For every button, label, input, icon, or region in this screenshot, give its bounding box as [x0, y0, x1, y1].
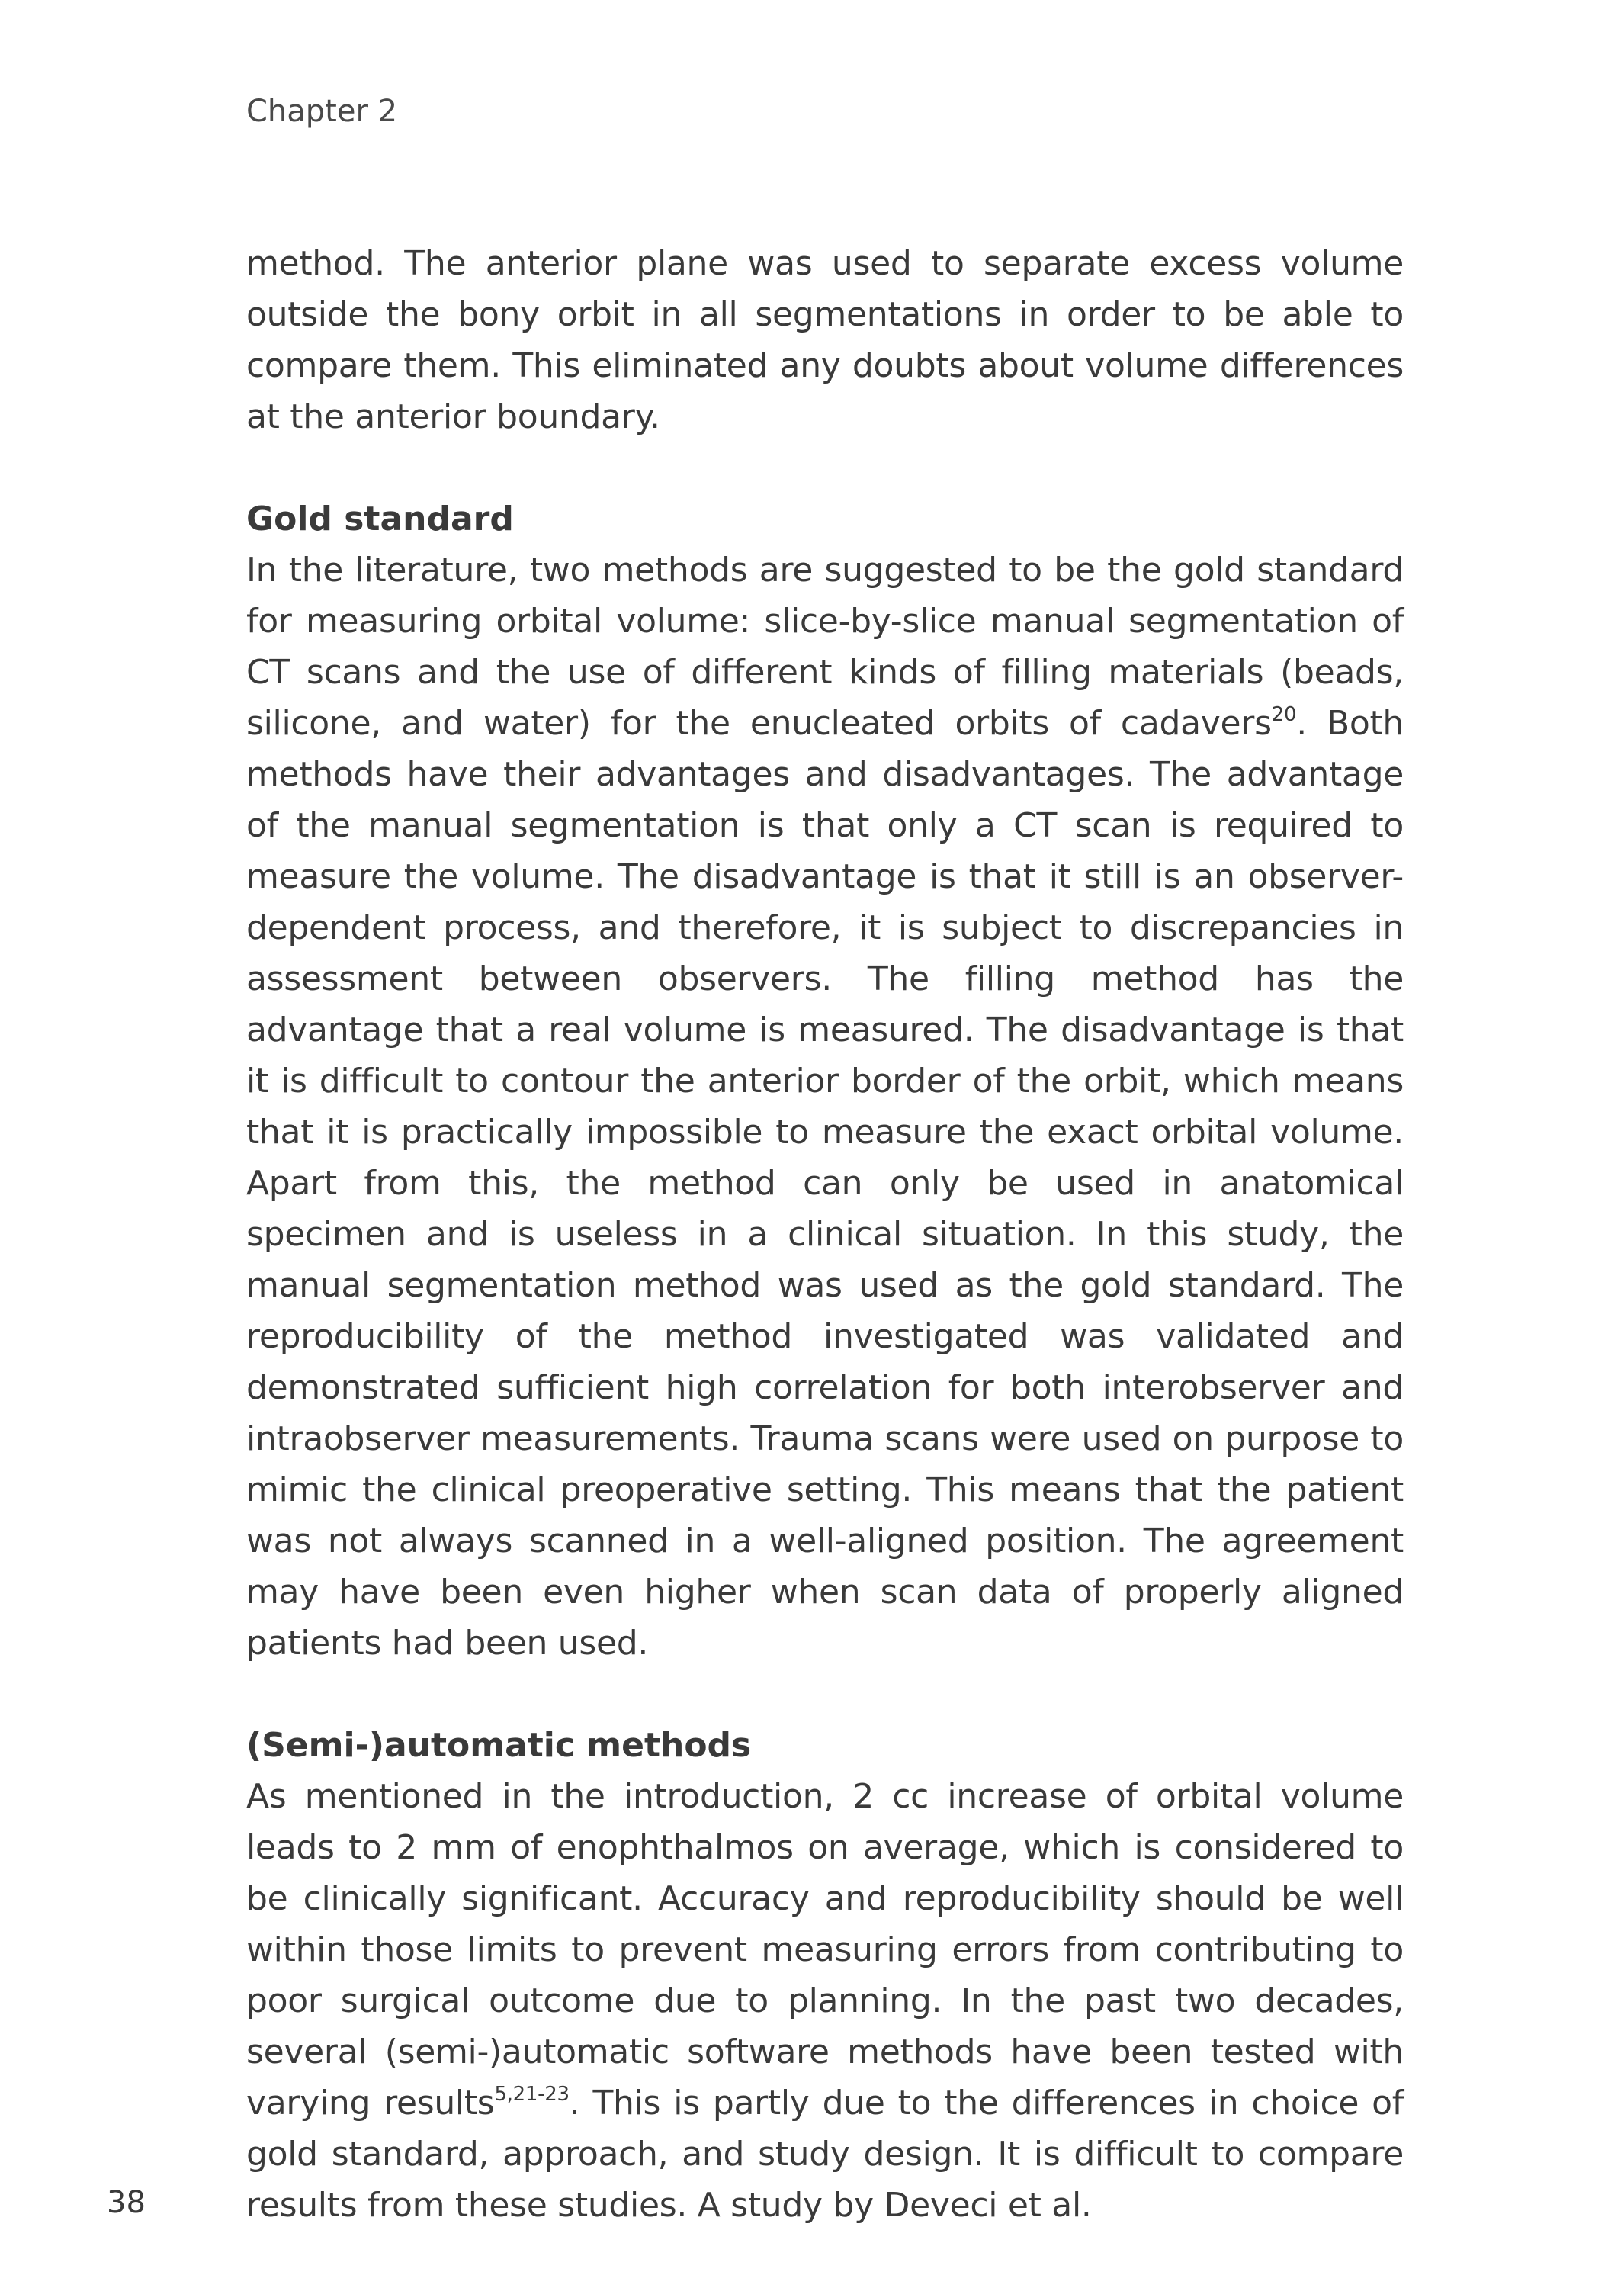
paragraph-text: . This is partly due to the differences in choice of gold standard, approach, and study design. It is difficult to compare results from these studies. A study by Deveci et al. — [246, 2084, 1404, 2225]
paragraph-gold-standard — [246, 545, 1404, 1669]
paragraph-text: In the literature, two methods are suggested to be the gold standard for measuring orbital volume: slice-by-slice manual segmentation of CT scans and the use of different kinds of filling materials (beads, silicone, and water) for the enucleated orbits of cadavers — [246, 551, 1404, 743]
running-header: Chapter 2 — [246, 94, 398, 129]
page-number: 38 — [107, 2185, 146, 2220]
paragraph-text: As mentioned in the introduction, 2 cc increase of orbital volume leads to 2 mm of enophthalmos on average, which is considered to be clinically significant. Accuracy and reproducibility should be well within those limits to prevent measuring errors from contributing to poor surgical outcome due to planning. In the past two decades, several (semi-)automatic software methods have been tested with varying results — [246, 1777, 1404, 2123]
citation-superscript: 5,21-23 — [494, 2083, 570, 2106]
paragraph-semi-automatic-methods — [246, 1771, 1404, 2231]
paragraph-text: . Both methods have their advantages and disadvantages. The advantage of the manual segmentation is that only a CT scan is required to measure the volume. The disadvantage is that it still is an observer-dependent process, and therefore, it is subject to discrepancies in assessment between observers. The filling method has the advantage that a real volume is measured. The disadvantage is that it is difficult to contour the anterior border of the orbit, which means that it is practically impossible to measure the exact orbital volume. Apart from this, the method can only be used in anatomical specimen and is useless in a clinical situation. In this study, the manual segmentation method was used as the gold standard. The reproducibility of the method investigated was validated and demonstrated sufficient high correlation for both interobserver and intraobserver measurements. Trauma scans were used on purpose to mimic the clinical preoperative setting. This means that the patient was not always scanned in a well-aligned position. The agreement may have been even higher when scan data of properly aligned patients had been used. — [246, 704, 1404, 1663]
citation-superscript: 20 — [1271, 703, 1297, 726]
section-heading-semi-automatic-methods: (Semi-)automatic methods — [246, 1726, 752, 1765]
paragraph-continuation: method. The anterior plane was used to separate excess volume outside the bony orbit in all segmentations in order to be able to compare them. This eliminated any doubts about volume differences at the anterior boundary. — [246, 244, 1404, 436]
body-text — [246, 238, 1404, 2231]
section-heading-gold-standard: Gold standard — [246, 500, 514, 538]
